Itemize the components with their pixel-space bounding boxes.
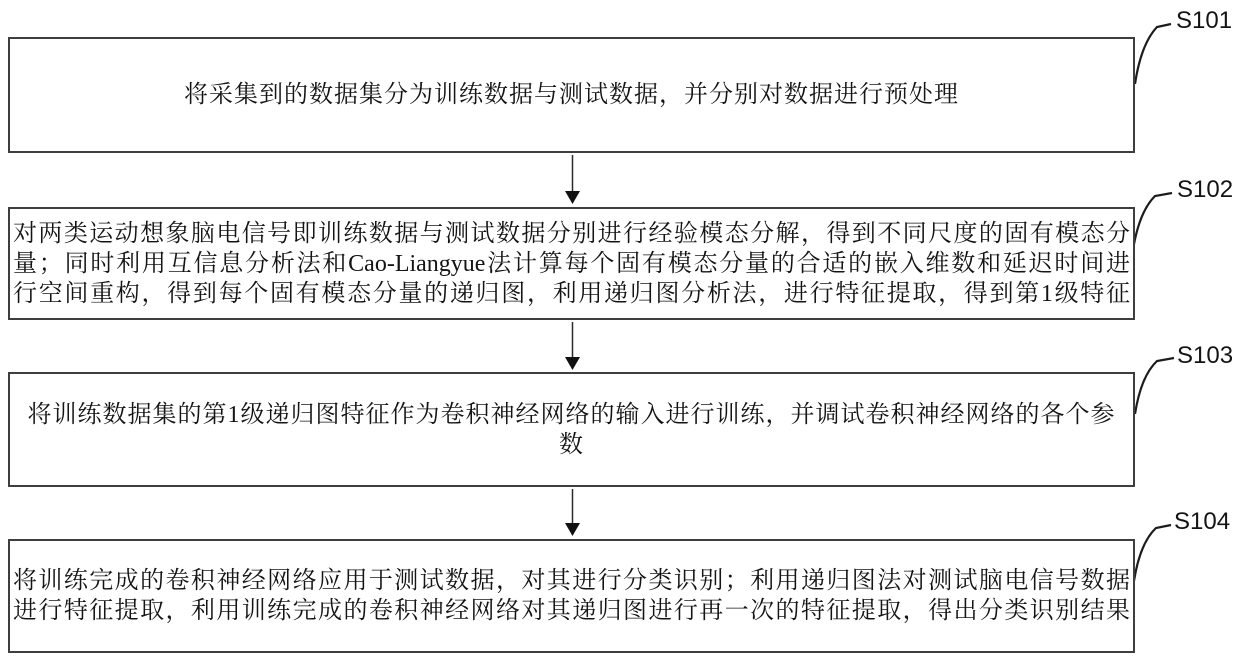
leader-line-s103 (1135, 358, 1174, 414)
flow-arrow-2 (565, 322, 580, 370)
leader-line-s102 (1133, 193, 1172, 250)
step-text-s101: 将采集到的数据集分为训练数据与测试数据，并分别对数据进行预处理 (184, 82, 959, 108)
step-label-s103: S103 (1177, 342, 1234, 369)
step-text-s103: 将训练数据集的第1级递归图特征作为卷积神经网络的输入进行训练，并调试卷积神经网络的各个参 数 (27, 401, 1116, 458)
flow-arrow-3 (565, 489, 580, 536)
leader-line-s101 (1135, 24, 1171, 84)
step-box-s101 (8, 37, 1135, 153)
step-box-s104 (8, 539, 1135, 653)
step-box-s102 (8, 207, 1135, 320)
step-text-s102: 对两类运动想象脑电信号即训练数据与测试数据分别进行经验模态分解，得到不同尺度的固有模态分 量；同时利用互信息分析法和Cao-Liangyue法计算每个固有模态分量的合适的嵌入维数和延迟时间进 行空间重构，得到每个固有模态分量的递归图，利用递归图分析法，进行特征提取，得到第1级特征 (13, 220, 1130, 307)
leader-line-s104 (1134, 525, 1171, 581)
step-box-s103 (8, 372, 1135, 487)
step-label-s101: S101 (1176, 7, 1233, 34)
flow-arrow-1 (565, 155, 580, 204)
step-text-s104: 将训练完成的卷积神经网络应用于测试数据，对其进行分类识别；利用递归图法对测试脑电信号数据 进行特征提取，利用训练完成的卷积神经网络对其递归图进行再一次的特征提取，得出分类识别结果 (13, 568, 1130, 624)
step-label-s104: S104 (1174, 508, 1231, 535)
step-label-s102: S102 (1177, 176, 1234, 203)
